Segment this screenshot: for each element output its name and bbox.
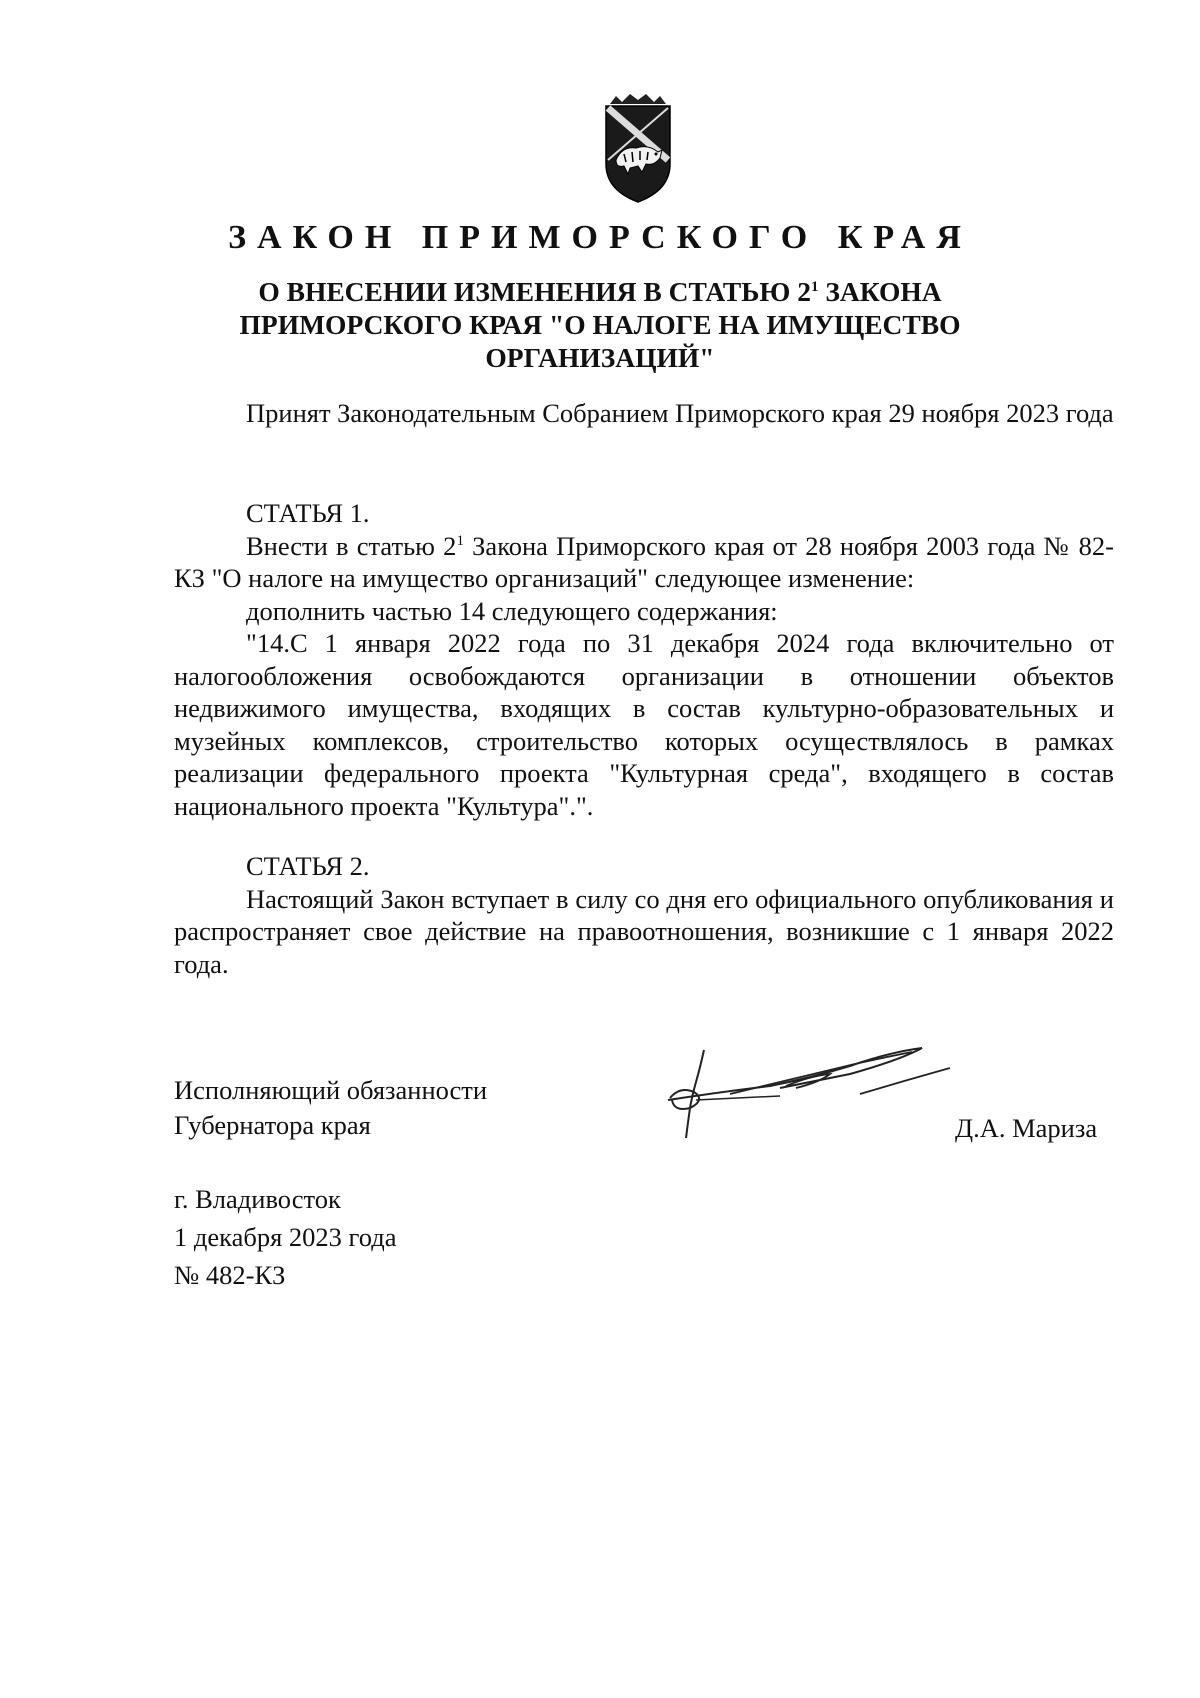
place-date-number — [174, 1180, 396, 1294]
signatory-name: Д.А. Мариза — [955, 1113, 1098, 1143]
article-1-paragraph-3: "14.С 1 января 2022 года по 31 декабря 2024 года включительно от налогообложения освобождаются организации в отношении объектов недвижимого имущества, входящих в состав культурно-образовательных и музейных комплексов, строительство которых осуществлялось в рамках реализации федерального проекта "Культурная среда", входящего в состав национального проекта "Культура".". — [174, 628, 1114, 821]
adoption-note: Принят Законодательным Собранием Приморского края 29 ноября 2023 года — [246, 398, 1114, 428]
subtitle-line-2: ПРИМОРСКОГО КРАЯ "О НАЛОГЕ НА ИМУЩЕСТВО — [239, 309, 961, 340]
adoption-block — [174, 397, 1114, 430]
article-1 — [174, 497, 1114, 822]
coat-of-arms-icon — [602, 94, 674, 204]
subtitle-line-1: О ВНЕСЕНИИ ИЗМЕНЕНИЯ В СТАТЬЮ $2^1$ ЗАКОНА — [258, 276, 942, 307]
signatory-position-line-1: Исполняющий обязанности — [174, 1075, 488, 1105]
signatory-position — [174, 1073, 487, 1143]
signatory-position-line-2: Губернатора края — [174, 1110, 371, 1140]
article-2 — [174, 850, 1114, 980]
law-number: № 482-КЗ — [174, 1260, 286, 1290]
article-1-paragraph-1: Внести в статью $2^1$ Закона Приморского края от 28 ноября 2003 года № 82-КЗ "О налоге на имущество организаций" следующее изменение: — [174, 530, 1114, 593]
handwritten-signature — [660, 1038, 980, 1148]
article-1-paragraph-2: дополнить частью 14 следующего содержания: — [246, 595, 778, 626]
article-2-heading: СТАТЬЯ 2. — [246, 851, 370, 881]
date: 1 декабря 2023 года — [174, 1222, 397, 1252]
place: г. Владивосток — [174, 1184, 341, 1214]
subtitle-line-3: ОРГАНИЗАЦИЙ" — [485, 342, 715, 373]
law-subtitle — [200, 275, 1000, 374]
article-1-heading: СТАТЬЯ 1. — [246, 498, 370, 528]
law-title: ЗАКОН ПРИМОРСКОГО КРАЯ — [228, 219, 972, 256]
article-2-paragraph-1: Настоящий Закон вступает в силу со дня его официального опубликования и распространяет свое действие на правоотношения, возникшие с 1 января 2022 года. — [174, 883, 1114, 979]
